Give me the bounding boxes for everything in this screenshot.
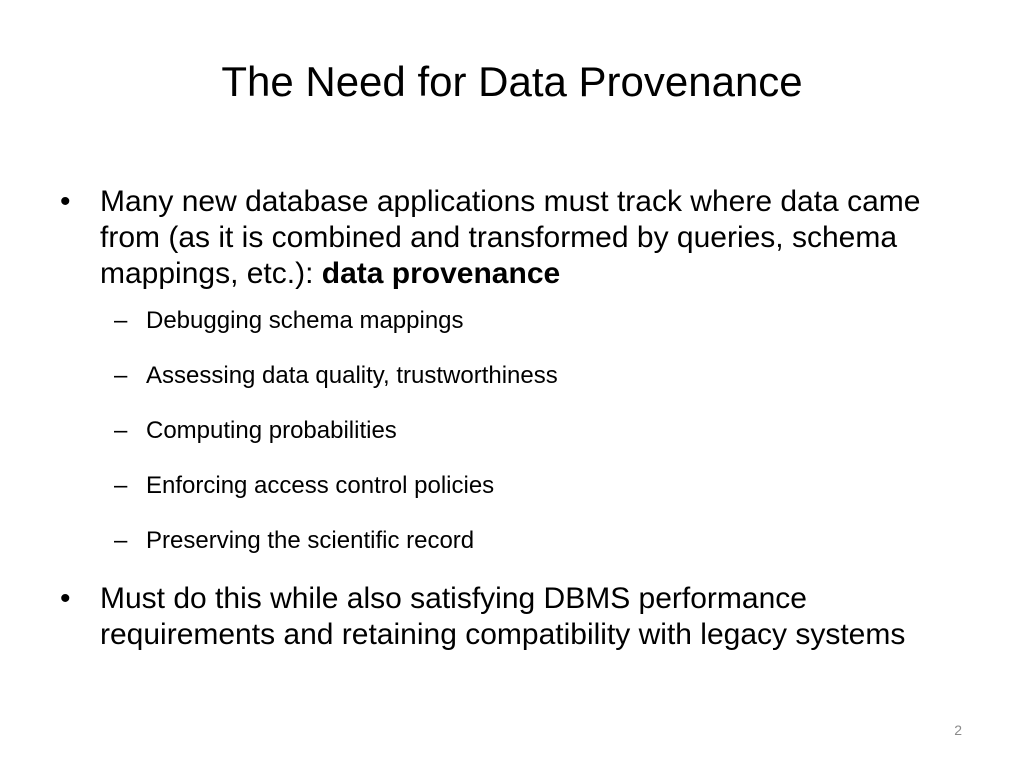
sub-bullet-text: Computing probabilities	[146, 417, 397, 444]
sub-bullet-list	[60, 306, 960, 556]
sub-bullet-item	[60, 416, 960, 446]
sub-bullet-item	[60, 471, 960, 501]
slide-content	[60, 184, 960, 653]
bullet-text: Must do this while also satisfying DBMS performance requirements and retaining compatibility with legacy systems	[100, 582, 906, 651]
sub-bullet-text: Preserving the scientific record	[146, 527, 475, 554]
slide-title: The Need for Data Provenance	[221, 58, 803, 105]
dash-marker: –	[114, 527, 128, 554]
sub-bullet-item	[60, 526, 960, 556]
sub-bullet-item	[60, 306, 960, 336]
bullet-bold-text: data provenance	[321, 257, 561, 290]
dash-marker: –	[114, 417, 128, 444]
bullet-marker: •	[60, 185, 71, 218]
sub-bullet-item	[60, 361, 960, 391]
bullet-text: Many new database applications must track where data came from (as it is combined and transformed by queries, schema mappings, etc.):	[100, 185, 921, 290]
page-number: 2	[954, 722, 962, 738]
sub-bullet-text: Assessing data quality, trustworthiness	[146, 362, 558, 389]
dash-marker: –	[114, 362, 128, 389]
dash-marker: –	[114, 472, 128, 499]
bullet-marker: •	[60, 582, 71, 615]
bullet-item	[60, 581, 960, 653]
dash-marker: –	[114, 307, 128, 334]
bullet-item	[60, 184, 960, 292]
sub-bullet-text: Enforcing access control policies	[146, 472, 495, 499]
sub-bullet-text: Debugging schema mappings	[146, 307, 464, 334]
